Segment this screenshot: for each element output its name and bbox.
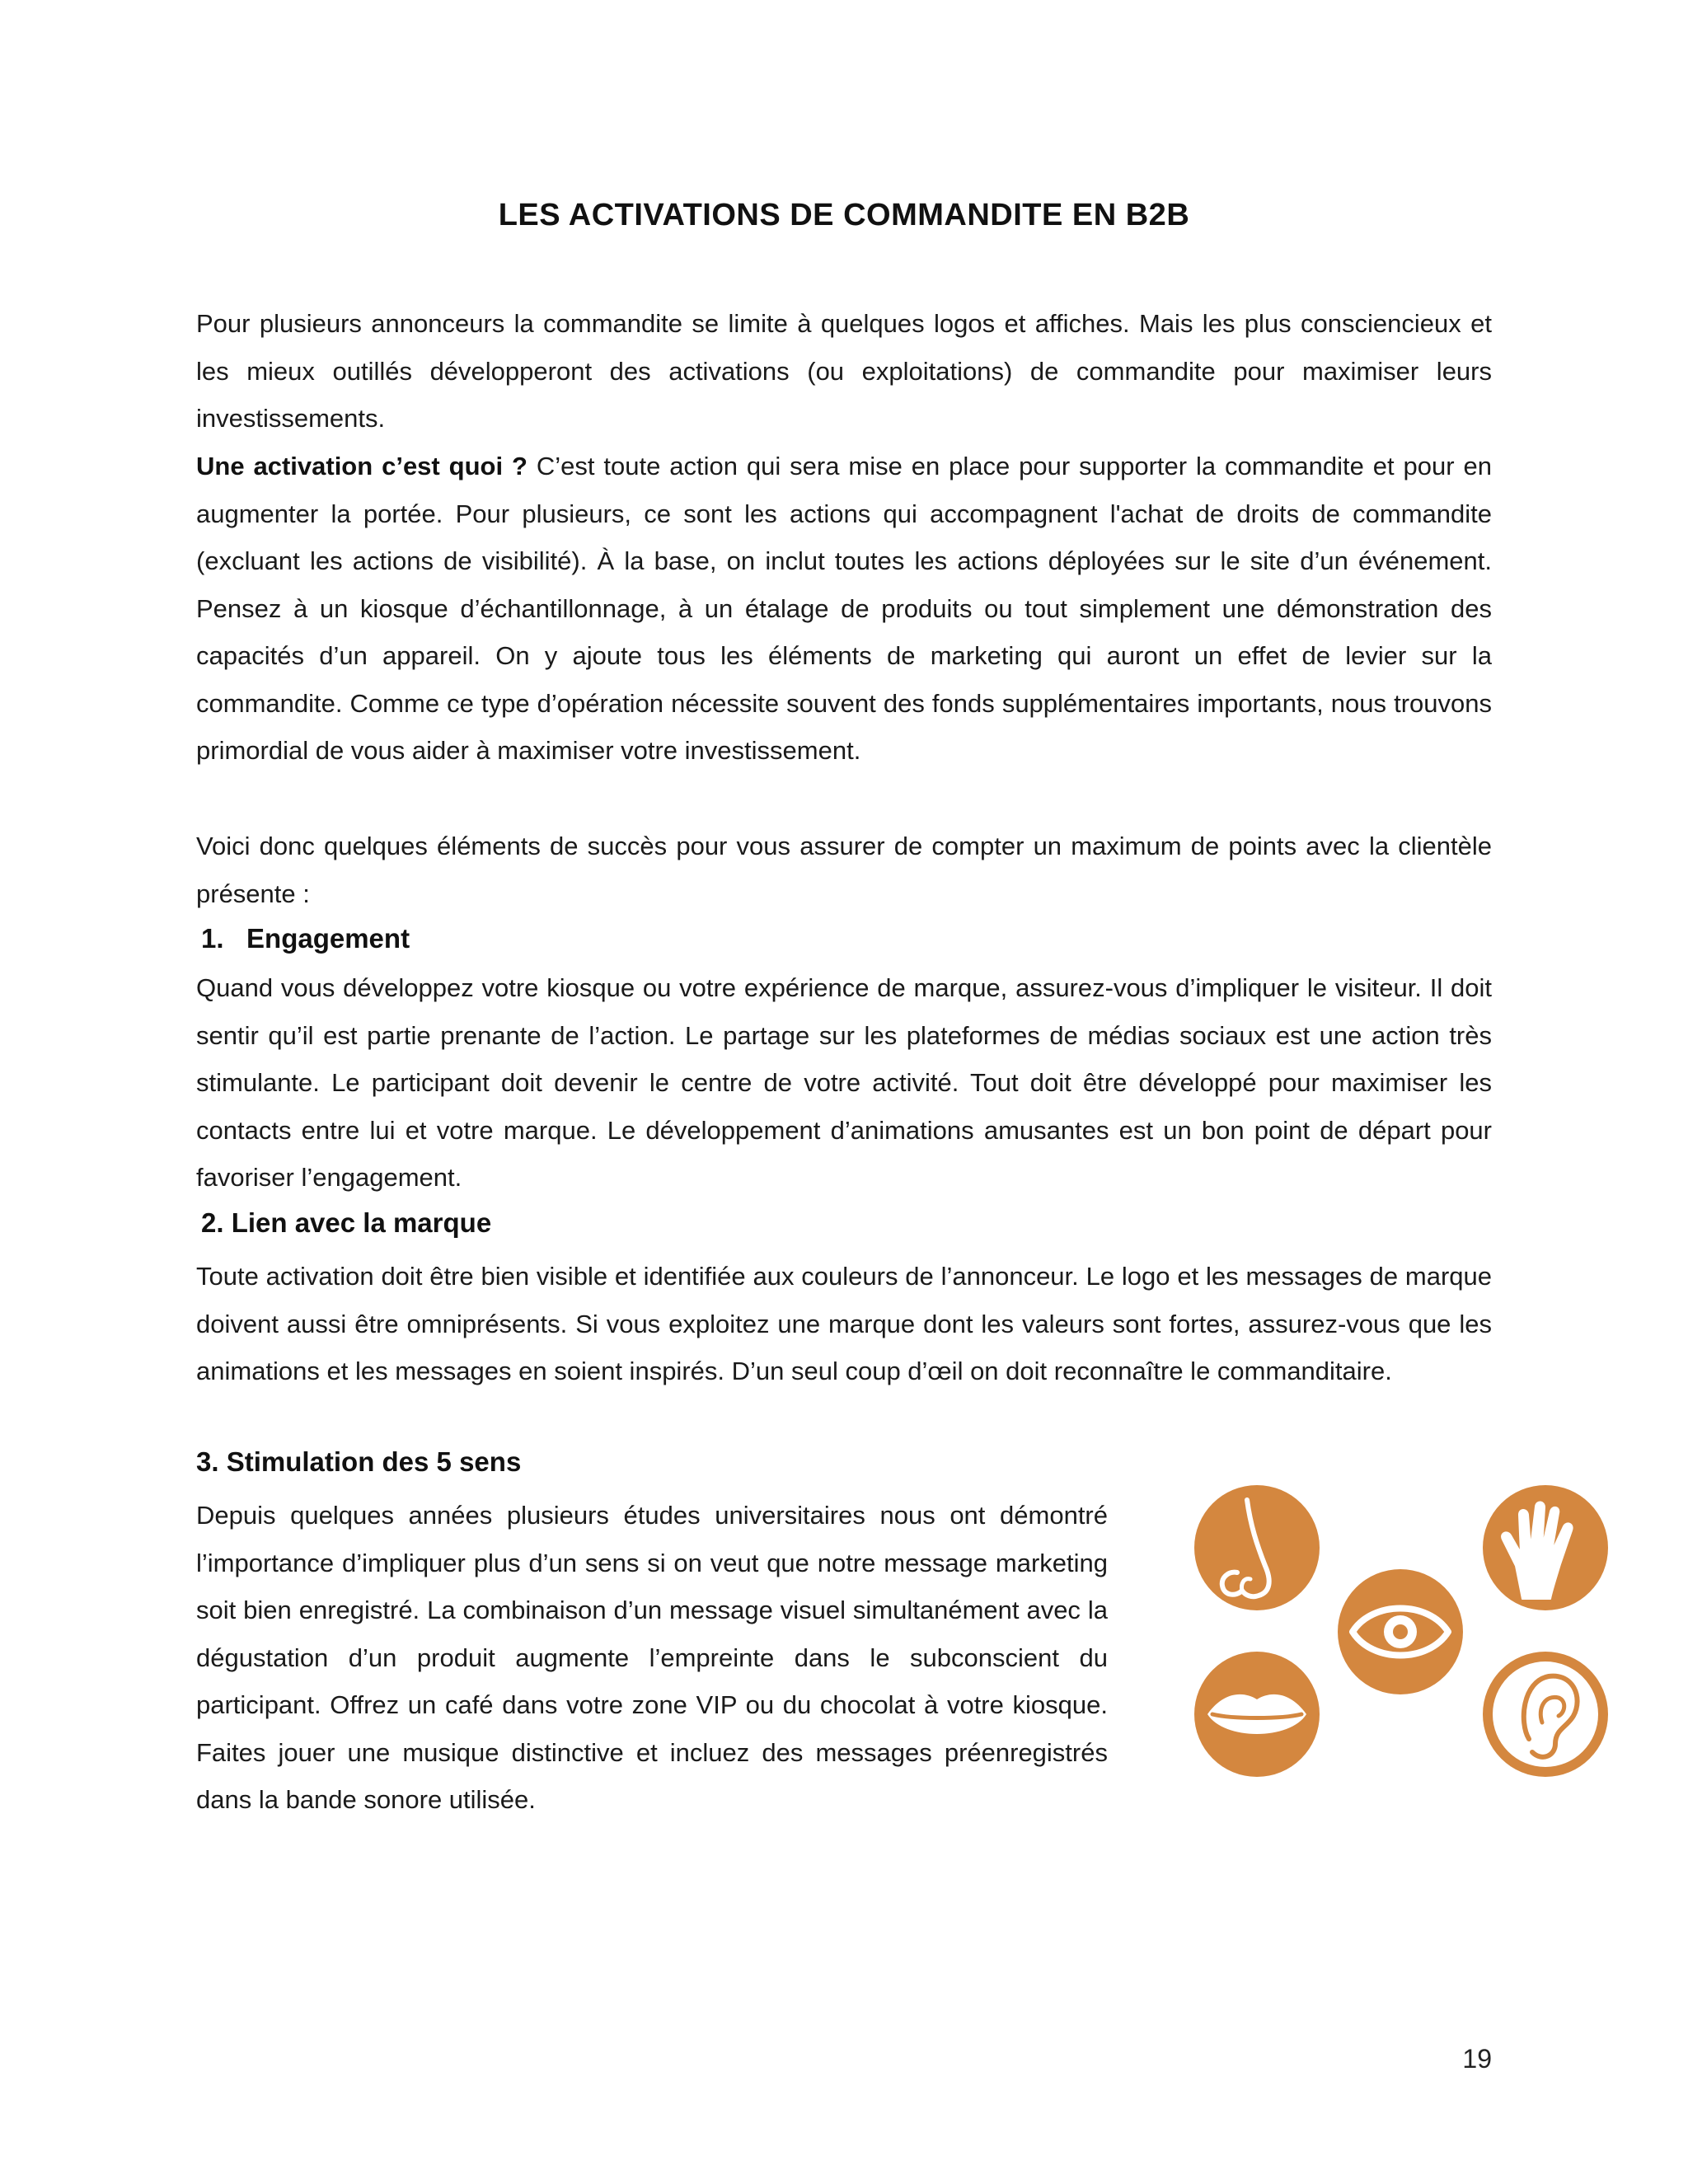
definition-label: Une activation c’est quoi ? (196, 452, 528, 480)
five-senses-illustration (1183, 1475, 1611, 1788)
page-title: LES ACTIVATIONS DE COMMANDITE EN B2B (498, 198, 1190, 232)
nose-icon (1194, 1485, 1320, 1610)
definition-paragraph (196, 443, 1492, 775)
ear-icon (1483, 1652, 1608, 1777)
page-number: 19 (1462, 2044, 1492, 2074)
definition-text: C’est toute action qui sera mise en place pour supporter la commandite et pour en augmenter la portée. Pour plusieurs, ce sont les actions qui accompagnent l'achat de droits de commandite (excluant les actions de visibilité). À la base, on inclut toutes les actions déployées sur le site d’un événement. Pensez à un kiosque d’échantillonnage, à un étalage de produits ou tout simplement une démonstration des capacités d’un appareil. On y ajoute tous les éléments de marketing qui auront un effet de levier sur la commandite. Comme ce type d’opération nécessite souvent des fonds supplémentaires importants, nous trouvons primordial de vous aider à maximiser votre investissement. (196, 452, 1492, 765)
section-heading-brand-link: 2. Lien avec la marque (201, 1207, 492, 1238)
section-heading-engagement: 1. Engagement (201, 923, 410, 954)
hand-icon (1483, 1485, 1608, 1610)
section-heading-five-senses: 3. Stimulation des 5 sens (196, 1446, 522, 1477)
section-text-engagement: Quand vous développez votre kiosque ou votre expérience de marque, assurez-vous d’impliquer le visiteur. Il doit sentir qu’il est partie prenante de l’action. Le partage sur les plateformes de médias sociaux est une action très stimulante. Le participant doit devenir le centre de votre activité. Tout doit être développé pour maximiser les contacts entre lui et votre marque. Le développement d’animations amusantes est un bon point de départ pour favoriser l’engagement. (196, 973, 1492, 1192)
section-text-brand-link: Toute activation doit être bien visible et identifiée aux couleurs de l’annonceur. Le logo et les messages de marque doivent aussi être omniprésents. Si vous exploitez une marque dont les valeurs sont fortes, assurez-vous que les animations et les messages en soient inspirés. D’un seul coup d’œil on doit reconnaître le commanditaire. (196, 1262, 1492, 1385)
lead-in-paragraph: Voici donc quelques éléments de succès pour vous assurer de compter un maximum de points avec la clientèle présente : (196, 832, 1492, 908)
mouth-icon (1194, 1652, 1320, 1777)
eye-icon (1338, 1569, 1463, 1694)
section-text-five-senses: Depuis quelques années plusieurs études universitaires nous ont démontré l’importance d’impliquer plus d’un sens si on veut que notre message marketing soit bien enregistré. La combinaison d’un message visuel simultanément avec la dégustation d’un produit augmente l’empreinte dans le subconscient du participant. Offrez un café dans votre zone VIP ou du chocolat à votre kiosque. Faites jouer une musique distinctive et incluez des messages préenregistrés dans la bande sonore utilisée. (196, 1501, 1108, 1814)
intro-paragraph: Pour plusieurs annonceurs la commandite se limite à quelques logos et affiches. Mais les plus consciencieux et les mieux outillés développeront des activations (ou exploitations) de commandite pour maximiser leurs investissements. (196, 309, 1492, 433)
